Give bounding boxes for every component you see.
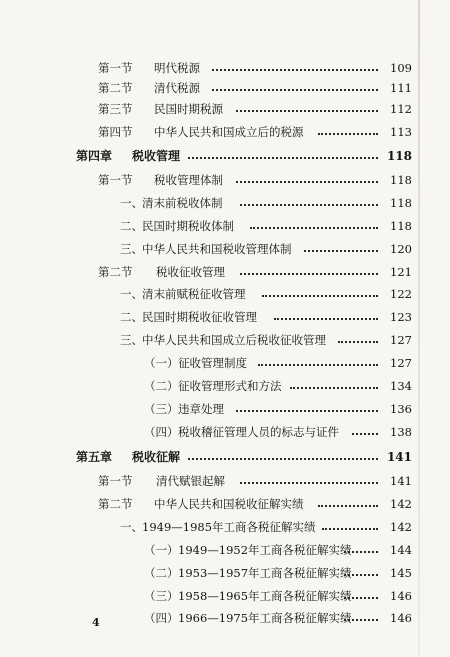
leader-dots xyxy=(344,597,378,599)
entry-title: 民国时期税收征收管理 xyxy=(142,310,257,324)
leader-dots xyxy=(318,133,378,135)
toc-entry[interactable] xyxy=(0,99,450,119)
toc-entry[interactable] xyxy=(0,563,450,583)
item-number: （四） xyxy=(144,425,179,439)
chapter-title: 税收管理 xyxy=(132,149,181,163)
entry-title: 中华人民共和国成立后的税源 xyxy=(154,125,304,139)
page-ref: 112 xyxy=(390,102,412,116)
entry-title: 清代税源 xyxy=(154,81,200,95)
page-ref: 146 xyxy=(390,589,412,603)
toc-entry[interactable] xyxy=(0,353,450,373)
page-ref: 142 xyxy=(390,520,412,534)
leader-dots xyxy=(318,505,378,507)
page-ref: 121 xyxy=(390,265,412,279)
section-number: 第一节 xyxy=(98,173,133,187)
leader-dots xyxy=(262,295,378,297)
section-number: 第一节 xyxy=(98,61,133,75)
toc-entry[interactable] xyxy=(0,494,450,514)
page-ref: 134 xyxy=(390,379,412,393)
entry-title: 明代税源 xyxy=(154,61,200,75)
leader-dots xyxy=(344,619,378,621)
toc-entry[interactable] xyxy=(0,262,450,282)
leader-dots xyxy=(212,89,378,91)
leader-dots xyxy=(290,387,378,389)
leader-dots xyxy=(338,341,378,343)
toc-entry[interactable] xyxy=(0,58,450,78)
toc-entry[interactable] xyxy=(0,193,450,213)
toc-entry[interactable] xyxy=(0,239,450,259)
item-number: 二、 xyxy=(120,219,143,233)
item-number: （二） xyxy=(144,566,179,580)
toc-entry[interactable] xyxy=(0,122,450,142)
toc-entry[interactable] xyxy=(0,471,450,491)
page-ref: 109 xyxy=(390,61,412,75)
toc-entry[interactable] xyxy=(0,586,450,606)
entry-title: 清代赋银起解 xyxy=(156,474,225,488)
chapter-number: 第五章 xyxy=(76,450,113,464)
section-number: 第二节 xyxy=(98,497,133,511)
item-number: （三） xyxy=(144,402,179,416)
entry-title: 清末前赋税征收管理 xyxy=(142,287,246,301)
entry-title: 1949—1985年工商各税征解实绩 xyxy=(142,520,316,534)
item-number: （一） xyxy=(144,356,179,370)
entry-title: 1949—1952年工商各税征解实绩 xyxy=(178,543,352,557)
page-ref: 141 xyxy=(390,474,412,488)
item-number: （四） xyxy=(144,611,179,625)
leader-dots xyxy=(344,574,378,576)
toc-chapter[interactable] xyxy=(0,146,450,166)
leader-dots xyxy=(188,157,378,159)
section-number: 第四节 xyxy=(98,125,133,139)
section-number: 第三节 xyxy=(98,102,133,116)
item-number: （三） xyxy=(144,589,179,603)
toc-entry[interactable] xyxy=(0,608,450,628)
item-number: 三、 xyxy=(120,333,143,347)
page-ref: 118 xyxy=(390,196,412,210)
entry-title: 征收管理形式和方法 xyxy=(178,379,282,393)
page-ref: 138 xyxy=(390,425,412,439)
page-ref: 142 xyxy=(390,497,412,511)
item-number: 三、 xyxy=(120,242,143,256)
leader-dots xyxy=(274,318,378,320)
toc-chapter[interactable] xyxy=(0,447,450,467)
entry-title: 中华人民共和国税收管理体制 xyxy=(142,242,292,256)
page-edge-shadow xyxy=(418,0,420,657)
toc-entry[interactable] xyxy=(0,422,450,442)
leader-dots xyxy=(352,433,378,435)
leader-dots xyxy=(236,181,378,183)
item-number: 一、 xyxy=(120,287,143,301)
toc-entry[interactable] xyxy=(0,330,450,350)
entry-title: 税收稽征管理人员的标志与证件 xyxy=(178,425,339,439)
leader-dots xyxy=(212,69,378,71)
page-ref: 144 xyxy=(390,543,412,557)
item-number: （一） xyxy=(144,543,179,557)
page-ref: 123 xyxy=(390,310,412,324)
section-number: 第一节 xyxy=(98,474,133,488)
leader-dots xyxy=(304,250,378,252)
entry-title: 税收管理体制 xyxy=(154,173,223,187)
leader-dots xyxy=(240,204,378,206)
page-ref: 127 xyxy=(390,333,412,347)
entry-title: 清末前税收体制 xyxy=(142,196,223,210)
chapter-number: 第四章 xyxy=(76,149,113,163)
chapter-title: 税收征解 xyxy=(132,450,181,464)
page-ref: 145 xyxy=(390,566,412,580)
page-ref: 141 xyxy=(386,450,412,464)
page-ref: 113 xyxy=(390,125,412,139)
leader-dots xyxy=(236,110,378,112)
leader-dots xyxy=(344,551,378,553)
entry-title: 民国时期税源 xyxy=(154,102,223,116)
leader-dots xyxy=(250,227,378,229)
leader-dots xyxy=(322,528,378,530)
entry-title: 违章处理 xyxy=(178,402,224,416)
page-ref: 118 xyxy=(390,173,412,187)
section-number: 第二节 xyxy=(98,265,133,279)
toc-entry[interactable] xyxy=(0,399,450,419)
toc-entry[interactable] xyxy=(0,540,450,560)
item-number: 二、 xyxy=(120,310,143,324)
leader-dots xyxy=(236,410,378,412)
page-ref: 118 xyxy=(390,219,412,233)
toc-entry[interactable] xyxy=(0,284,450,304)
toc-entry[interactable] xyxy=(0,78,450,98)
entry-title: 民国时期税收体制 xyxy=(142,219,234,233)
leader-dots xyxy=(240,273,378,275)
page-ref: 122 xyxy=(390,287,412,301)
page-ref: 146 xyxy=(390,611,412,625)
page-ref: 111 xyxy=(390,81,412,95)
page-ref: 120 xyxy=(390,242,412,256)
entry-title: 1953—1957年工商各税征解实绩 xyxy=(178,566,352,580)
toc-entry[interactable] xyxy=(0,216,450,236)
leader-dots xyxy=(188,458,378,460)
page-ref: 118 xyxy=(386,149,412,163)
section-number: 第二节 xyxy=(98,81,133,95)
item-number: （二） xyxy=(144,379,179,393)
page-ref: 136 xyxy=(390,402,412,416)
page-ref: 127 xyxy=(390,356,412,370)
leader-dots xyxy=(258,364,378,366)
entry-title: 征收管理制度 xyxy=(178,356,247,370)
item-number: 一、 xyxy=(120,196,143,210)
page-number: 4 xyxy=(92,616,100,629)
leader-dots xyxy=(240,482,378,484)
toc-entry[interactable] xyxy=(0,517,450,537)
toc-entry[interactable] xyxy=(0,307,450,327)
entry-title: 中华人民共和国税收征解实绩 xyxy=(154,497,304,511)
entry-title: 中华人民共和国成立后税收征收管理 xyxy=(142,333,326,347)
toc-entry[interactable] xyxy=(0,170,450,190)
item-number: 一、 xyxy=(120,520,143,534)
toc-entry[interactable] xyxy=(0,376,450,396)
entry-title: 税收征收管理 xyxy=(156,265,225,279)
entry-title: 1966—1975年工商各税征解实绩 xyxy=(178,611,352,625)
entry-title: 1958—1965年工商各税征解实绩 xyxy=(178,589,352,603)
